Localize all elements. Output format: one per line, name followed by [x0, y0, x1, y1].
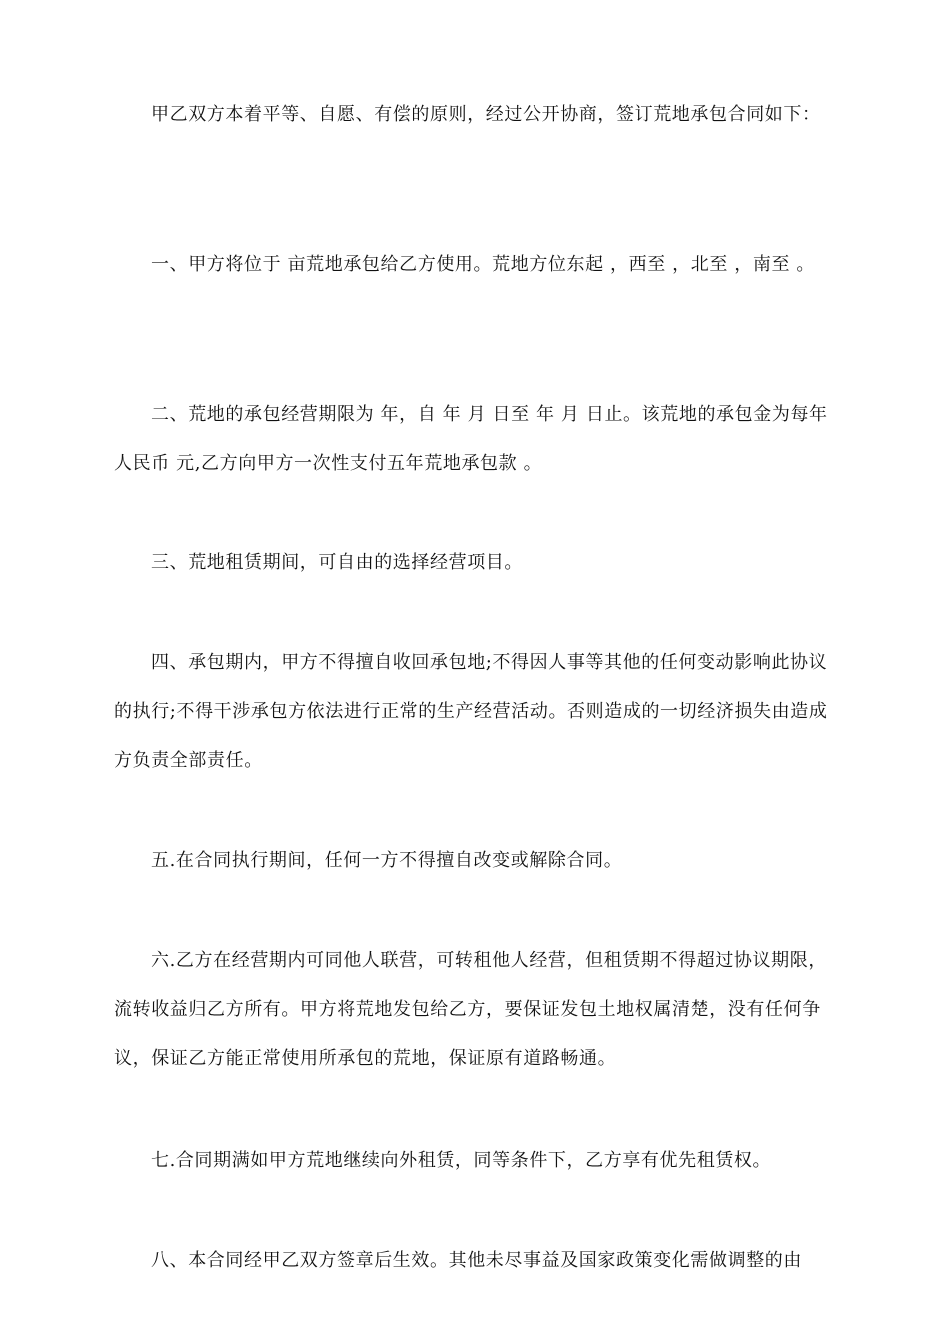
paragraph-clause-7: 七.合同期满如甲方荒地继续向外租赁，同等条件下，乙方享有优先租赁权。 [151, 1150, 772, 1171]
paragraph-clause-8: 八、本合同经甲乙双方签章后生效。其他未尽事益及国家政策变化需做调整的由 [151, 1250, 802, 1271]
paragraph-clause-4: 四、承包期内，甲方不得擅自收回承包地;不得因人事等其他的任何变动影响此协议的执行;不得干涉承包方依法进行正常的生产经营活动。否则造成的一切经济损失由造成方负责全部责任。 [114, 652, 828, 771]
paragraph-preamble: 甲乙双方本着平等、自愿、有偿的原则，经过公开协商，签订荒地承包合同如下： [151, 104, 821, 125]
paragraph-clause-2: 二、荒地的承包经营期限为 年，自 年 月 日至 年 月 日止。该荒地的承包金为每年人民币 元,乙方向甲方一次性支付五年荒地承包款 。 [114, 404, 828, 474]
paragraph-clause-3: 三、荒地租赁期间，可自由的选择经营项目。 [151, 552, 523, 573]
paragraph-clause-1: 一、甲方将位于 亩荒地承包给乙方使用。荒地方位东起 ，西至 ，北至 ，南至 。 [151, 254, 816, 275]
paragraph-clause-5: 五.在合同执行期间，任何一方不得擅自改变或解除合同。 [151, 850, 623, 871]
paragraph-clause-6: 六.乙方在经营期内可同他人联营，可转租他人经营，但租赁期不得超过协议期限，流转收益归乙方所有。甲方将荒地发包给乙方，要保证发包土地权属清楚，没有任何争议，保证乙方能正常使用所承包的荒地，保证原有道路畅通。 [114, 950, 827, 1069]
